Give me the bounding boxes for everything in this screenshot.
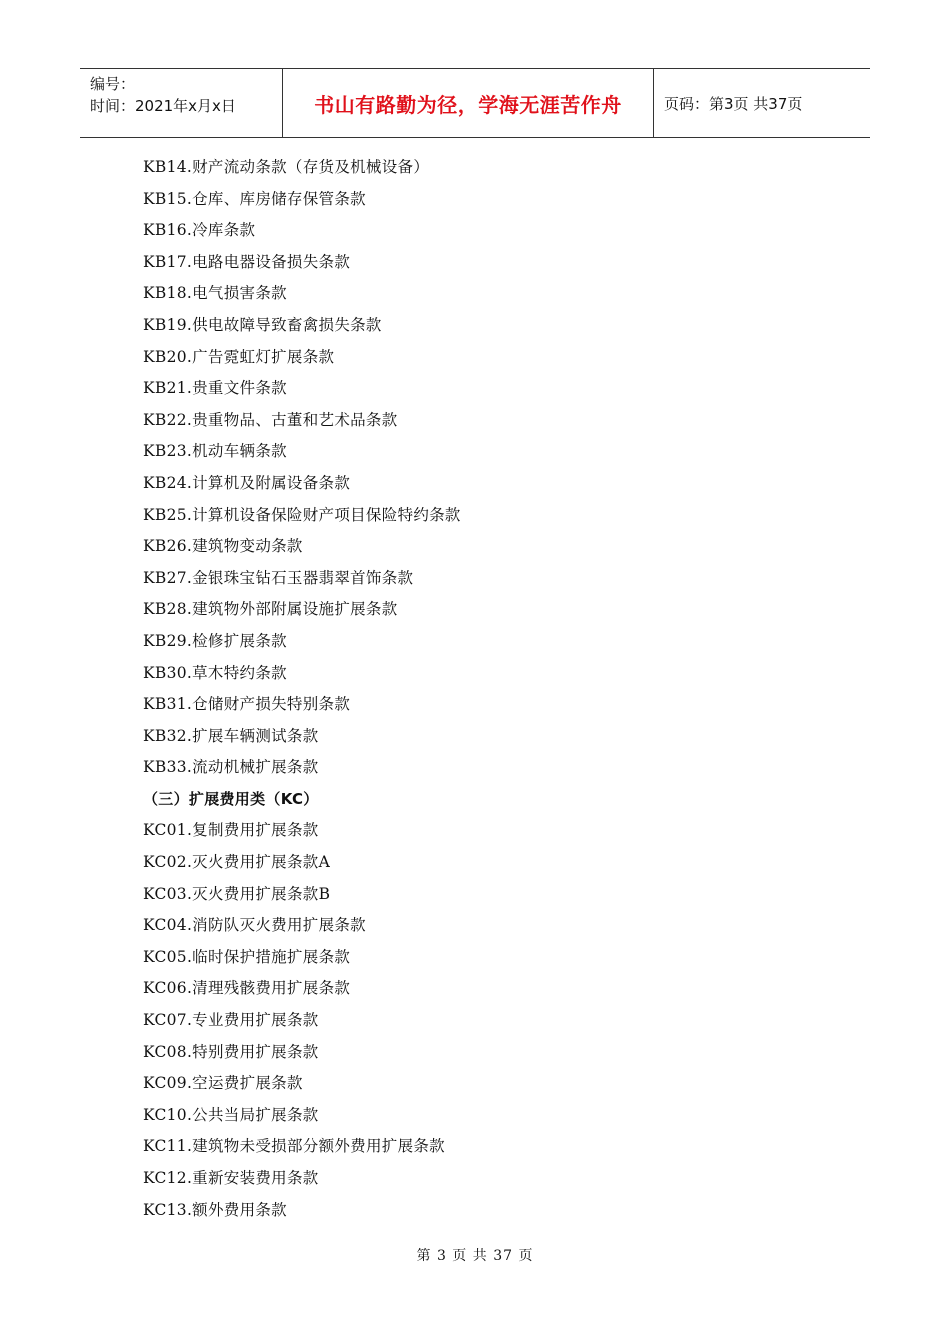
list-item: KC10.公共当局扩展条款 bbox=[143, 1105, 319, 1124]
list-item: KC11.建筑物未受损部分额外费用扩展条款 bbox=[143, 1137, 445, 1156]
list-item: KC08.特别费用扩展条款 bbox=[143, 1042, 319, 1061]
list-item: KB19.供电故障导致畜禽损失条款 bbox=[143, 315, 382, 334]
list-item: KB29.检修扩展条款 bbox=[143, 631, 287, 650]
list-item: KB24.计算机及附属设备条款 bbox=[143, 473, 351, 492]
list-item: KB26.建筑物变动条款 bbox=[143, 537, 303, 556]
list-item: KC12.重新安装费用条款 bbox=[143, 1169, 319, 1187]
document-time-label: 时间：2021年x月x日 bbox=[90, 97, 236, 115]
header-motto: 书山有路勤为径，学海无涯苦作舟 bbox=[282, 69, 654, 137]
list-item: KB18.电气损害条款 bbox=[143, 284, 287, 303]
section-heading: （三）扩展费用类（KC） bbox=[143, 789, 319, 808]
header-page-number: 页码：第3页 共37页 bbox=[664, 94, 803, 113]
list-item: KB17.电路电器设备损失条款 bbox=[143, 252, 351, 271]
list-item: KB21.贵重文件条款 bbox=[143, 379, 287, 398]
list-item: KB28.建筑物外部附属设施扩展条款 bbox=[143, 600, 398, 619]
list-item: KC04.消防队灭火费用扩展条款 bbox=[143, 916, 366, 935]
header-meta bbox=[80, 69, 282, 137]
list-item: KB14.财产流动条款（存货及机械设备） bbox=[143, 158, 430, 176]
list-item: KC02.灭火费用扩展条款A bbox=[143, 853, 331, 872]
list-item: KB33.流动机械扩展条款 bbox=[143, 758, 319, 777]
list-item: KC07.专业费用扩展条款 bbox=[143, 1011, 319, 1030]
clause-list bbox=[143, 152, 843, 1226]
list-item: KC01.复制费用扩展条款 bbox=[143, 821, 319, 840]
list-item: KB23.机动车辆条款 bbox=[143, 442, 287, 461]
list-item: KB22.贵重物品、古董和艺术品条款 bbox=[143, 410, 398, 429]
list-item: KC03.灭火费用扩展条款B bbox=[143, 884, 331, 903]
list-item: KB25.计算机设备保险财产项目保险特约条款 bbox=[143, 505, 461, 524]
list-item: KB16.冷库条款 bbox=[143, 221, 256, 240]
document-number-label: 编号： bbox=[90, 75, 136, 93]
list-item: KB31.仓储财产损失特别条款 bbox=[143, 695, 351, 714]
page-footer: 第 3 页 共 37 页 bbox=[416, 1248, 534, 1264]
list-item: KC05.临时保护措施扩展条款 bbox=[143, 947, 351, 966]
list-item: KB27.金银珠宝钻石玉器翡翠首饰条款 bbox=[143, 568, 414, 587]
list-item: KB30.草木特约条款 bbox=[143, 663, 287, 682]
list-item: KC06.清理残骸费用扩展条款 bbox=[143, 979, 351, 998]
page-header bbox=[80, 68, 870, 138]
list-item: KB32.扩展车辆测试条款 bbox=[143, 726, 319, 745]
list-item: KB20.广告霓虹灯扩展条款 bbox=[143, 347, 335, 366]
list-item: KC09.空运费扩展条款 bbox=[143, 1074, 303, 1093]
list-item: KB15.仓库、库房储存保管条款 bbox=[143, 189, 366, 208]
list-item: KC13.额外费用条款 bbox=[143, 1200, 287, 1219]
